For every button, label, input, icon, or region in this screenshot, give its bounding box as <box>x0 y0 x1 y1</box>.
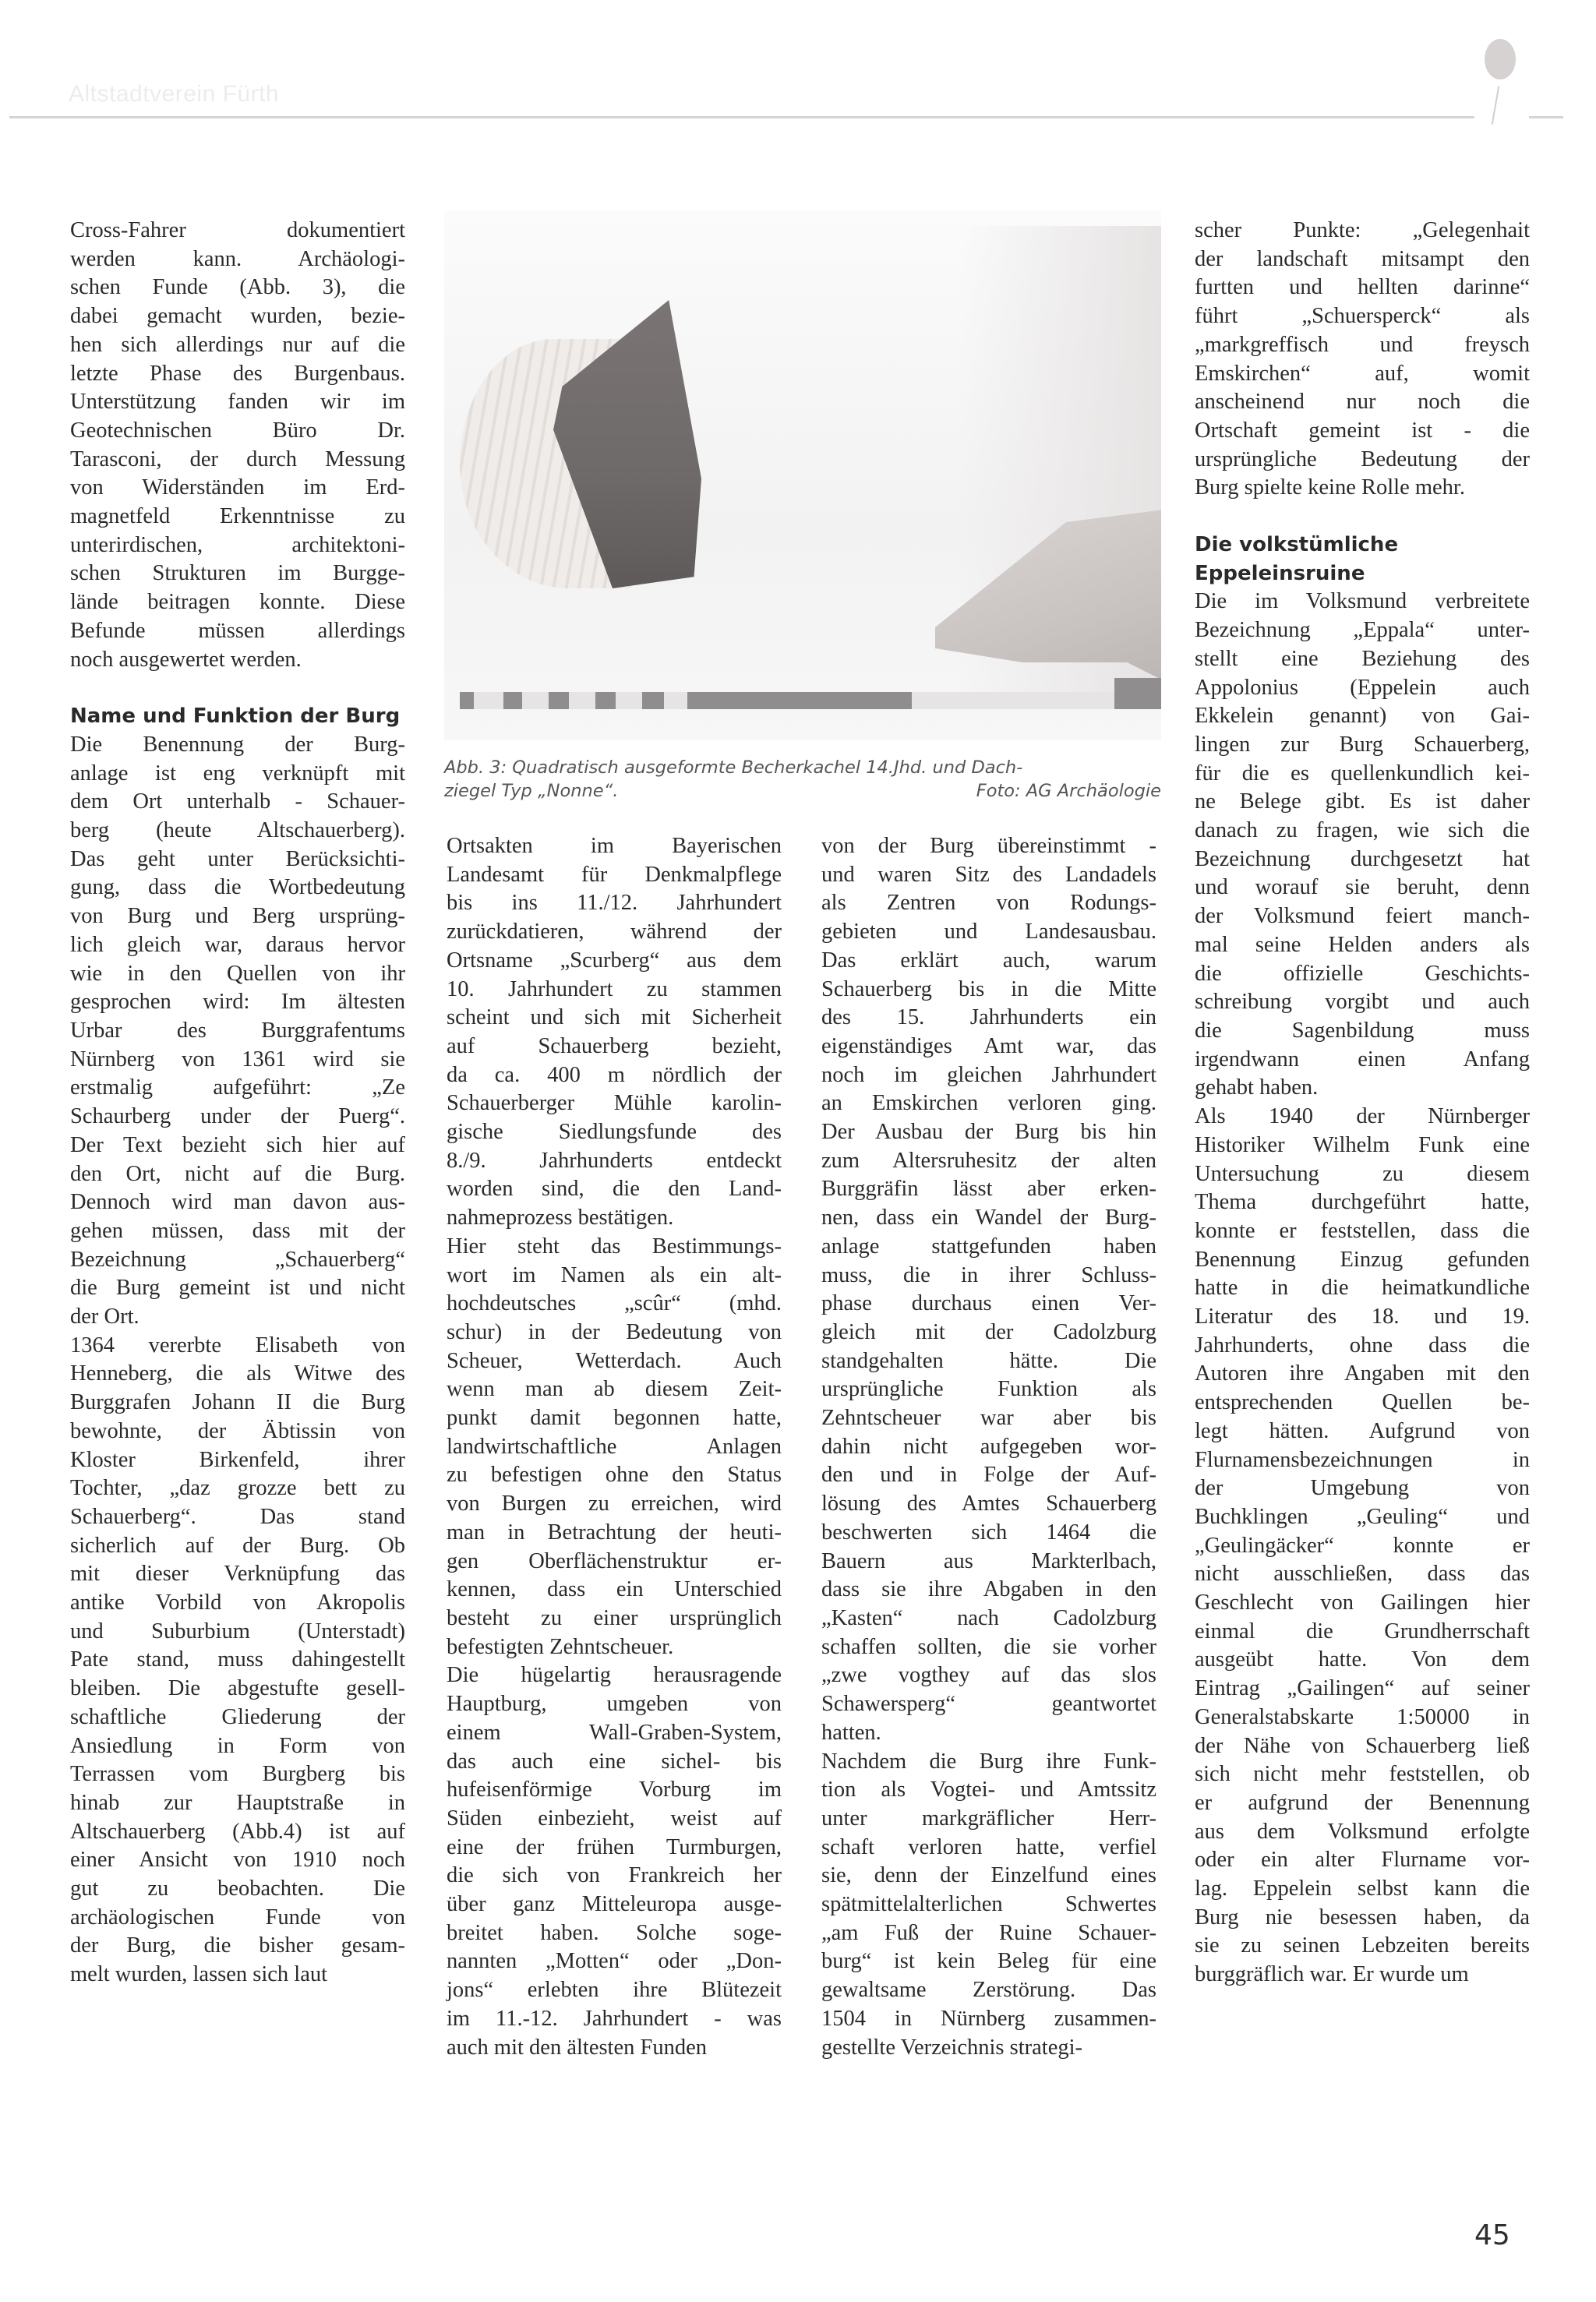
text-line: wie in den Quellen von ihr <box>70 961 405 986</box>
text-line: die offizielle Geschichts- <box>1195 961 1530 986</box>
text-line: anlage stattgefunden haben <box>821 1234 1156 1259</box>
text-line: Pate stand, muss dahingestellt <box>70 1647 405 1672</box>
paragraph <box>447 1233 782 1662</box>
page-header <box>0 0 1596 132</box>
text-line: Hauptburg, umgeben von <box>447 1692 782 1717</box>
section-heading-eppeleinsruine-line2: Eppeleinsruine <box>1195 561 1365 585</box>
text-line: hen sich allerdings nur auf die <box>70 332 405 357</box>
text-line: Geotechnischen Büro Dr. <box>70 418 405 443</box>
text-line: der Volksmund feiert manch- <box>1195 904 1530 929</box>
text-line: besteht zu einer ursprünglich <box>447 1605 782 1630</box>
text-line: der Nähe von Schauerberg ließ <box>1195 1733 1530 1758</box>
text-line: gebieten und Landesausbau. <box>821 920 1156 944</box>
text-line: schreibung vorgibt und auch <box>1195 990 1530 1015</box>
text-line: befestigten Zehntscheuer. <box>447 1634 674 1659</box>
text-line: danach zu fragen, wie sich die <box>1195 818 1530 843</box>
text-line: Landesamt für Denkmalpflege <box>447 862 782 887</box>
text-line: landwirtschaftliche Anlagen <box>447 1434 782 1459</box>
text-line: gische Siedlungsfunde des <box>447 1120 782 1145</box>
text-line: „Geulingäcker“ konnte er <box>1195 1533 1530 1558</box>
dot-icon <box>1485 39 1516 79</box>
text-line: Kloster Birkenfeld, ihrer <box>70 1447 405 1472</box>
text-line: man in Betrachtung der heuti- <box>447 1520 782 1545</box>
text-line: Thema durchgeführt hatte, <box>1195 1190 1530 1215</box>
text-line: er aufgrund der Benennung <box>1195 1790 1530 1815</box>
text-line: Dennoch wird man davon aus- <box>70 1190 405 1215</box>
text-line: „markgreffisch und freysch <box>1195 332 1530 357</box>
text-line: „am Fuß der Ruine Schauer- <box>821 1920 1156 1945</box>
text-line: Als 1940 der Nürnberger <box>1195 1104 1530 1129</box>
text-line: Das erklärt auch, warum <box>821 948 1156 973</box>
text-line: ne Belege gibt. Es ist daher <box>1195 789 1530 814</box>
text-line: hatte in die heimatkundliche <box>1195 1276 1530 1301</box>
text-line: sich nicht mehr feststellen, ob <box>1195 1762 1530 1787</box>
text-line: Untersuchung zu diesem <box>1195 1161 1530 1186</box>
text-line: auf Schauerberg bezieht, <box>447 1033 782 1058</box>
text-line: 1364 vererbte Elisabeth von <box>70 1333 405 1358</box>
text-line: Die Benennung der Burg- <box>70 732 405 757</box>
text-line: noch im gleichen Jahrhundert <box>821 1062 1156 1087</box>
text-line: Das geht unter Berücksichti- <box>70 846 405 871</box>
text-line: einmal die Grundherrschaft <box>1195 1619 1530 1644</box>
text-line: lag. Eppelein selbst kann die <box>1195 1877 1530 1901</box>
text-line: Autoren ihre Angaben mit den <box>1195 1361 1530 1386</box>
text-line: Tarasconi, der durch Messung <box>70 447 405 471</box>
paragraph <box>70 1332 405 1990</box>
text-line: der Umgebung von <box>1195 1476 1530 1501</box>
text-line: Henneberg, die als Witwe des <box>70 1361 405 1386</box>
text-line: einem Wall-Graben-System, <box>447 1720 782 1745</box>
text-line: burggräflich war. Er wurde um <box>1195 1962 1469 1987</box>
text-line: punkt damit begonnen hatte, <box>447 1406 782 1431</box>
text-line: zum Altersruhesitz der alten <box>821 1148 1156 1173</box>
text-line: Burg spielte keine Rolle mehr. <box>1195 475 1465 500</box>
text-line: berg (heute Altschauerberg). <box>70 818 405 843</box>
text-line: Schaurberg under der Puerg“. <box>70 1104 405 1129</box>
paragraph <box>821 832 1156 1748</box>
text-line: nicht ausschließen, dass das <box>1195 1562 1530 1587</box>
caption-text-cont: ziegel Typ „Nonne“. <box>444 781 619 801</box>
text-line: von Widerständen im Erd- <box>70 475 405 500</box>
text-line: Unterstützung fanden wir im <box>70 390 405 415</box>
text-line: gehabt haben. <box>1195 1075 1319 1100</box>
text-line: dabei gemacht wurden, bezie- <box>70 304 405 329</box>
text-line: dahin nicht aufgegeben wor- <box>821 1434 1156 1459</box>
text-line: mal seine Helden anders als <box>1195 932 1530 957</box>
text-line: auch mit den ältesten Funden <box>447 2035 707 2060</box>
text-line: „Kasten“ nach Cadolzburg <box>821 1605 1156 1630</box>
text-line: Bezeichnung durchgesetzt hat <box>1195 846 1530 871</box>
slash-mark <box>1492 86 1500 125</box>
text-line: zurückdatieren, während der <box>447 920 782 944</box>
text-line: furtten und hellten darinne“ <box>1195 275 1530 300</box>
spacer <box>70 674 405 702</box>
text-line: Ortsname „Scurberg“ aus dem <box>447 948 782 973</box>
text-line: schaft verloren hatte, verfiel <box>821 1834 1156 1859</box>
text-column-1 <box>70 217 405 1990</box>
text-line: Historiker Wilhelm Funk eine <box>1195 1132 1530 1157</box>
text-line: Burg nie besessen haben, da <box>1195 1905 1530 1930</box>
section-heading-eppeleinsruine: Die volkstümliche <box>1195 533 1399 557</box>
text-line: tion als Vogtei- und Amtssitz <box>821 1778 1156 1802</box>
text-line: ursprüngliche Funktion als <box>821 1377 1156 1402</box>
text-line: Appolonius (Eppelein auch <box>1195 675 1530 700</box>
figure-abb-3 <box>444 210 1161 818</box>
text-line: den und in Folge der Auf- <box>821 1463 1156 1488</box>
text-line: schaftliche Gliederung der <box>70 1704 405 1729</box>
text-line: anscheinend nur noch die <box>1195 390 1530 415</box>
text-line: Schauerberger Mühle karolin- <box>447 1091 782 1116</box>
text-line: Ortsakten im Bayerischen <box>447 834 782 858</box>
text-line: Bezeichnung „Schauerberg“ <box>70 1247 405 1272</box>
text-line: beschwerten sich 1464 die <box>821 1520 1156 1545</box>
text-line: Der Ausbau der Burg bis hin <box>821 1120 1156 1145</box>
text-line: hufeisenförmige Vorburg im <box>447 1778 782 1802</box>
text-line: Eintrag „Gailingen“ auf seiner <box>1195 1676 1530 1701</box>
text-line: sie zu seinen Lebzeiten bereits <box>1195 1933 1530 1958</box>
paragraph <box>1195 1103 1530 1990</box>
text-line: muss, die in ihrer Schluss- <box>821 1262 1156 1287</box>
text-line: ausgeübt hatte. Von dem <box>1195 1647 1530 1672</box>
text-line: die sich von Frankreich her <box>447 1863 782 1888</box>
text-line: Schauerberg bis in die Mitte <box>821 976 1156 1001</box>
text-line: unter markgräflicher Herr- <box>821 1806 1156 1831</box>
text-line: Terrassen vom Burgberg bis <box>70 1762 405 1787</box>
text-line: noch ausgewertet werden. <box>70 647 302 672</box>
text-line: der landschaft mitsampt den <box>1195 246 1530 271</box>
text-line: einer Ansicht von 1910 noch <box>70 1848 405 1873</box>
text-line: gut zu beobachten. Die <box>70 1877 405 1901</box>
text-line: Buchklingen „Geuling“ und <box>1195 1504 1530 1529</box>
paragraph <box>70 217 405 674</box>
text-line: eine der frühen Turmburgen, <box>447 1834 782 1859</box>
text-line: schen Strukturen im Burgge- <box>70 561 405 586</box>
text-line: für die es quellenkundlich kei- <box>1195 761 1530 786</box>
text-line: gewaltsame Zerstörung. Das <box>821 1978 1156 2003</box>
text-line: Zehntscheuer war aber bis <box>821 1406 1156 1431</box>
text-line: dass sie ihre Abgaben in den <box>821 1577 1156 1602</box>
text-line: unterirdischen, architektoni- <box>70 532 405 557</box>
text-line: Süden einbezieht, weist auf <box>447 1806 782 1831</box>
text-line: lich gleich war, daraus hervor <box>70 932 405 957</box>
page-number: 45 <box>1474 2219 1510 2251</box>
text-line: werden kann. Archäologi- <box>70 246 405 271</box>
text-line: Flurnamensbezeichnungen in <box>1195 1447 1530 1472</box>
text-line: sicherlich auf der Burg. Ob <box>70 1533 405 1558</box>
text-line: Jahrhunderts, ohne dass die <box>1195 1333 1530 1358</box>
text-line: scheint und sich mit Sicherheit <box>447 1005 782 1030</box>
text-line: bewohnte, der Äbtissin von <box>70 1418 405 1443</box>
text-line: der Ort. <box>70 1305 139 1329</box>
paragraph <box>447 832 782 1233</box>
text-line: eigenständiges Amt war, das <box>821 1033 1156 1058</box>
text-line: Schawersperg“ geantwortet <box>821 1692 1156 1717</box>
text-line: Generalstabskarte 1:50000 in <box>1195 1704 1530 1729</box>
text-column-2 <box>447 832 782 2062</box>
text-line: oder ein alter Flurname vor- <box>1195 1848 1530 1873</box>
text-line: wort im Namen als ein alt- <box>447 1262 782 1287</box>
text-line: Bezeichnung „Eppala“ unter- <box>1195 618 1530 643</box>
text-line: im 11.-12. Jahrhundert - was <box>447 2006 782 2031</box>
text-line: Urbar des Burggrafentums <box>70 1018 405 1043</box>
text-line: phase durchaus einen Ver- <box>821 1291 1156 1316</box>
text-line: hatten. <box>821 1720 881 1745</box>
text-line: antike Vorbild von Akropolis <box>70 1591 405 1615</box>
paragraph <box>447 1661 782 2062</box>
text-line: von Burg und Berg ursprüng- <box>70 904 405 929</box>
text-line: ursprüngliche Bedeutung der <box>1195 447 1530 471</box>
section-heading-name-function: Name und Funktion der Burg <box>70 704 401 729</box>
text-line: nannten „Motten“ oder „Don- <box>447 1949 782 1974</box>
text-line: von der Burg übereinstimmt - <box>821 834 1156 858</box>
text-line: letzte Phase des Burgenbaus. <box>70 361 405 386</box>
text-line: dem Ort unterhalb - Schauer- <box>70 789 405 814</box>
text-line: worden sind, die den Land- <box>447 1177 782 1202</box>
text-line: nen, dass ein Wandel der Burg- <box>821 1206 1156 1230</box>
text-line: von Burgen zu erreichen, wird <box>447 1492 782 1516</box>
text-line: Nachdem die Burg ihre Funk- <box>821 1749 1156 1774</box>
caption-text: Abb. 3: Quadratisch ausgeformte Becherkachel 14.Jhd. und Dach- <box>444 757 1023 778</box>
header-divider-end <box>1529 116 1563 118</box>
text-line: gehen müssen, dass mit der <box>70 1218 405 1243</box>
text-line: legt hätten. Aufgrund von <box>1195 1418 1530 1443</box>
text-line: schen Funde (Abb. 3), die <box>70 275 405 300</box>
text-line: gen Oberflächenstruktur er- <box>447 1548 782 1573</box>
text-line: Befunde müssen allerdings <box>70 618 405 643</box>
scale-bar <box>460 686 1146 709</box>
text-line: burg“ ist kein Beleg für eine <box>821 1949 1156 1974</box>
text-line: lände beitragen konnte. Diese <box>70 590 405 615</box>
text-line: Benennung Einzug gefunden <box>1195 1247 1530 1272</box>
text-line: Nürnberg von 1361 wird sie <box>70 1047 405 1072</box>
text-line: Literatur des 18. und 19. <box>1195 1305 1530 1329</box>
text-line: Burggrafen Johann II die Burg <box>70 1390 405 1415</box>
text-line: führt „Schuersperck“ als <box>1195 304 1530 329</box>
text-line: die Sagenbildung muss <box>1195 1018 1530 1043</box>
photo-credit: Foto: AG Archäologie <box>976 781 1161 801</box>
text-line: 8./9. Jahrhunderts entdeckt <box>447 1148 782 1173</box>
text-line: kennen, dass ein Unterschied <box>447 1577 782 1602</box>
text-line: als Zentren von Rodungs- <box>821 891 1156 916</box>
text-line: „zwe vogthey auf das slos <box>821 1663 1156 1688</box>
text-line: über ganz Mitteleuropa ausge- <box>447 1892 782 1917</box>
text-line: und Suburbium (Unterstadt) <box>70 1619 405 1644</box>
text-line: stellt eine Beziehung des <box>1195 646 1530 671</box>
text-line: Ansiedlung in Form von <box>70 1733 405 1758</box>
text-line: aus dem Volksmund erfolgte <box>1195 1819 1530 1844</box>
text-line: erstmalig aufgeführt: „Ze <box>70 1075 405 1100</box>
paragraph <box>821 1748 1156 2063</box>
text-line: gleich mit der Cadolzburg <box>821 1319 1156 1344</box>
text-line: irgendwann einen Anfang <box>1195 1047 1530 1072</box>
text-line: Die hügelartig herausragende <box>447 1663 782 1688</box>
header-divider <box>9 116 1474 118</box>
text-line: und worauf sie beruht, denn <box>1195 875 1530 900</box>
text-line: magnetfeld Erkenntnisse zu <box>70 504 405 529</box>
text-line: Burggräfin lässt aber erken- <box>821 1177 1156 1202</box>
text-line: Tochter, „daz grozze bett zu <box>70 1476 405 1501</box>
text-line: 1504 in Nürnberg zusammen- <box>821 2006 1156 2031</box>
text-line: Emskirchen“ auf, womit <box>1195 361 1530 386</box>
text-line: lösung des Amtes Schauerberg <box>821 1492 1156 1516</box>
text-line: 10. Jahrhundert zu stammen <box>447 976 782 1001</box>
text-line: hochdeutsches „scûr“ (mhd. <box>447 1291 782 1316</box>
text-line: den Ort, nicht auf die Burg. <box>70 1161 405 1186</box>
text-line: gung, dass die Wortbedeutung <box>70 875 405 900</box>
text-line: standgehalten hätte. Die <box>821 1348 1156 1373</box>
text-line: jons“ erlebten ihre Blütezeit <box>447 1978 782 2003</box>
text-line: der Burg, die bisher gesam- <box>70 1933 405 1958</box>
text-line: Die im Volksmund verbreitete <box>1195 589 1530 614</box>
text-line: die Burg gemeint ist und nicht <box>70 1276 405 1301</box>
text-line: schur) in der Bedeutung von <box>447 1319 782 1344</box>
text-column-4 <box>1195 217 1530 1990</box>
stove-tile-fragment <box>460 292 740 627</box>
text-line: sie, denn der Einzelfund eines <box>821 1863 1156 1888</box>
text-line: lingen zur Burg Schauerberg, <box>1195 732 1530 757</box>
text-line: das auch eine sichel- bis <box>447 1749 782 1774</box>
text-line: spätmittelalterlichen Schwertes <box>821 1892 1156 1917</box>
text-line: Ortschaft gemeint ist - die <box>1195 418 1530 443</box>
publication-title: Altstadtverein Fürth <box>69 81 280 107</box>
text-line: konnte er feststellen, dass die <box>1195 1218 1530 1243</box>
text-line: an Emskirchen verloren ging. <box>821 1091 1156 1116</box>
text-line: schaffen sollten, die sie vorher <box>821 1634 1156 1659</box>
text-line: scher Punkte: „Gelegenhait <box>1195 218 1530 242</box>
text-column-3 <box>821 832 1156 2062</box>
text-line: Altschauerberg (Abb.4) ist auf <box>70 1819 405 1844</box>
spacer <box>1195 503 1530 531</box>
text-line: Der Text bezieht sich hier auf <box>70 1132 405 1157</box>
text-line: entsprechenden Quellen be- <box>1195 1390 1530 1415</box>
text-line: melt wurden, lassen sich laut <box>70 1962 328 1987</box>
text-line: mit dieser Verknüpfung das <box>70 1562 405 1587</box>
text-line: des 15. Jahrhunderts ein <box>821 1005 1156 1030</box>
text-line: nahmeprozess bestätigen. <box>447 1206 674 1230</box>
text-line: breitet haben. Solche soge- <box>447 1920 782 1945</box>
paragraph <box>1195 588 1530 1103</box>
text-line: Cross-Fahrer dokumentiert <box>70 218 405 242</box>
text-line: zu befestigen ohne den Status <box>447 1463 782 1488</box>
text-line: und waren Sitz des Landadels <box>821 862 1156 887</box>
photo-ceramic-finds <box>444 210 1161 740</box>
text-line: bleiben. Die abgestufte gesell- <box>70 1676 405 1701</box>
paragraph <box>70 731 405 1332</box>
text-line: da ca. 400 m nördlich der <box>447 1062 782 1087</box>
text-line: anlage ist eng verknüpft mit <box>70 761 405 786</box>
text-line: Ekkelein genannt) von Gai- <box>1195 704 1530 729</box>
text-line: wenn man ab diesem Zeit- <box>447 1377 782 1402</box>
text-line: gesprochen wird: Im ältesten <box>70 990 405 1015</box>
text-line: Bauern aus Markterlbach, <box>821 1548 1156 1573</box>
text-line: Schauerberg“. Das stand <box>70 1504 405 1529</box>
text-line: Geschlecht von Gailingen hier <box>1195 1591 1530 1615</box>
paragraph <box>1195 217 1530 503</box>
text-line: bis ins 11./12. Jahrhundert <box>447 891 782 916</box>
text-line: Hier steht das Bestimmungs- <box>447 1234 782 1259</box>
text-line: Scheuer, Wetterdach. Auch <box>447 1348 782 1373</box>
text-line: gestellte Verzeichnis strategi- <box>821 2035 1083 2060</box>
text-line: hinab zur Hauptstraße in <box>70 1790 405 1815</box>
text-line: archäologischen Funde von <box>70 1905 405 1930</box>
figure-caption <box>444 756 1161 803</box>
